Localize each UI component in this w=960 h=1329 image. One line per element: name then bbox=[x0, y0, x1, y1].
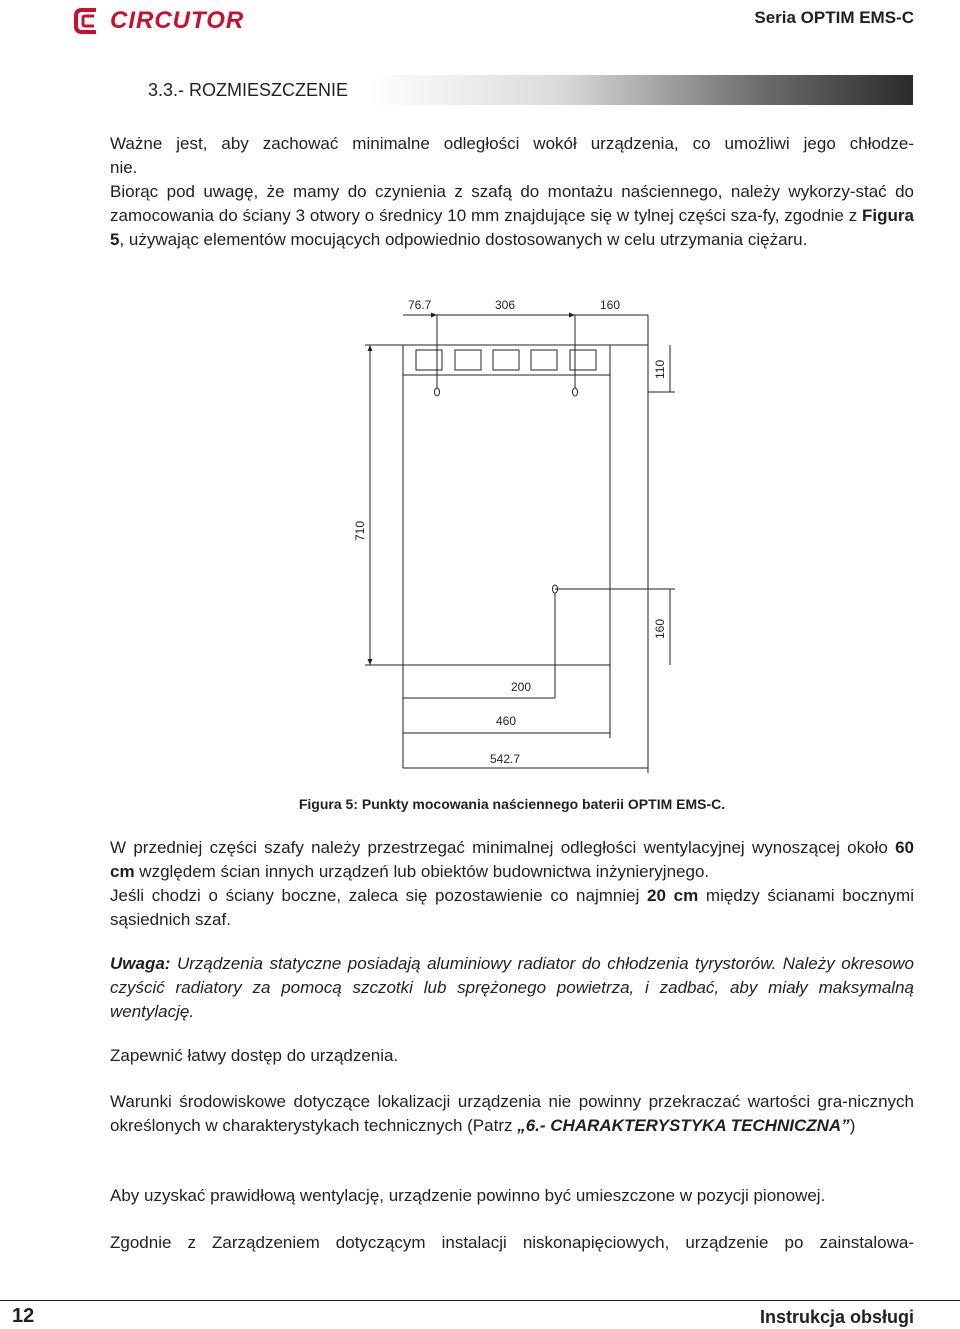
figure-caption: Figura 5: Punkty mocowania naściennego baterii OPTIM EMS-C. bbox=[298, 796, 726, 812]
dim-bottom-2: 460 bbox=[496, 714, 517, 728]
dim-top-2: 306 bbox=[495, 298, 516, 312]
series-title: Seria OPTIM EMS-C bbox=[754, 8, 914, 27]
dim-bottom-1: 200 bbox=[511, 680, 532, 694]
note-label: Uwaga: bbox=[110, 954, 171, 973]
mounting-hole-2 bbox=[573, 388, 578, 396]
mounting-drawing-svg bbox=[340, 293, 700, 773]
mounting-text-b: , używając elementów mocujących odpowiednio dostosowanych w celu utrzymania ciężaru. bbox=[119, 230, 808, 249]
front-text-a: W przedniej części szafy należy przestrzegać minimalnej odległości wentylacyjnej wynoszącej około bbox=[110, 838, 896, 857]
env-text-a: Warunki środowiskowe dotyczące lokalizacji urządzenia nie powinny przekraczać wartości gra-nicznych określonych w charakterystykach technicznych (Patrz bbox=[110, 1092, 914, 1135]
paragraph-vertical: Aby uzyskać prawidłową wentylację, urządzenie powinno być umieszczone w pozycji pionowej. bbox=[110, 1186, 826, 1205]
page-number: 12 bbox=[12, 1305, 35, 1327]
dim-right-bottom: 160 bbox=[653, 618, 667, 639]
dim-left: 710 bbox=[353, 520, 367, 541]
mounting-text-a: Biorąc pod uwagę, że mamy do czynienia z szafą do montażu naściennego, należy wykorzy-stać do zamocowania do ściany 3 otwory o średnicy 10 mm znajdujące się w tylnej części sza-fy, zgodnie z bbox=[110, 182, 914, 225]
intro-line-2: nie. bbox=[110, 158, 138, 177]
paragraph-regulation: Zgodnie z Zarządzeniem dotyczącym instalacji niskonapięciowych, urządzenie po zainstalowa- bbox=[110, 1233, 914, 1252]
mounting-hole-1 bbox=[435, 388, 440, 396]
env-reference: „6.- CHARAKTERYSTYKA TECHNICZNA” bbox=[517, 1116, 850, 1135]
paragraph-environment bbox=[110, 1090, 914, 1138]
figure-reference: Figura 5 bbox=[110, 206, 914, 249]
dim-top-1: 76.7 bbox=[408, 298, 432, 312]
dim-bottom-3: 542.7 bbox=[490, 752, 521, 766]
paragraph-front-clearance bbox=[110, 836, 914, 884]
footer-divider bbox=[0, 1300, 960, 1301]
dim-top-3: 160 bbox=[600, 298, 621, 312]
manual-title: Instrukcja obsługi bbox=[759, 1307, 914, 1327]
mounting-drawing bbox=[340, 293, 700, 773]
paragraph-access: Zapewnić łatwy dostęp do urządzenia. bbox=[110, 1046, 399, 1065]
note-text: Urządzenia statyczne posiadają aluminiowy radiator do chłodzenia tyrystorów. Należy okresowo czyścić radiatory za pomocą szczotki lub sprężonego powietrza, i zadbać, aby miały maksymalną wentylację. bbox=[110, 954, 914, 1021]
logo-text: CIRCUTOR bbox=[110, 7, 245, 34]
side-text-b: między ścianami bocznymi sąsiednich szaf. bbox=[110, 886, 914, 929]
vent-slots bbox=[416, 350, 596, 370]
section-title: 3.3.- ROZMIESZCZENIE bbox=[148, 80, 349, 100]
side-distance: 20 cm bbox=[647, 886, 699, 905]
circutor-logo-icon bbox=[72, 6, 106, 36]
side-text-a: Jeśli chodzi o ściany boczne, zaleca się pozostawienie co najmniej bbox=[110, 886, 648, 905]
paragraph-intro bbox=[110, 132, 914, 180]
dim-right-top: 110 bbox=[653, 359, 667, 379]
circutor-logo bbox=[72, 4, 244, 38]
paragraph-side-clearance bbox=[110, 884, 914, 932]
paragraph-mounting bbox=[110, 180, 914, 252]
front-text-b: względem ścian innych urządzeń lub obiektów budownictwa inżynieryjnego. bbox=[134, 862, 710, 881]
front-distance: 60 cm bbox=[110, 838, 914, 881]
right-frame bbox=[610, 345, 648, 665]
paragraph-note bbox=[110, 952, 914, 1024]
intro-line-1: Ważne jest, aby zachować minimalne odległości wokół urządzenia, co umożliwi jego chłodze- bbox=[110, 134, 914, 153]
env-text-b: ) bbox=[849, 1116, 856, 1135]
